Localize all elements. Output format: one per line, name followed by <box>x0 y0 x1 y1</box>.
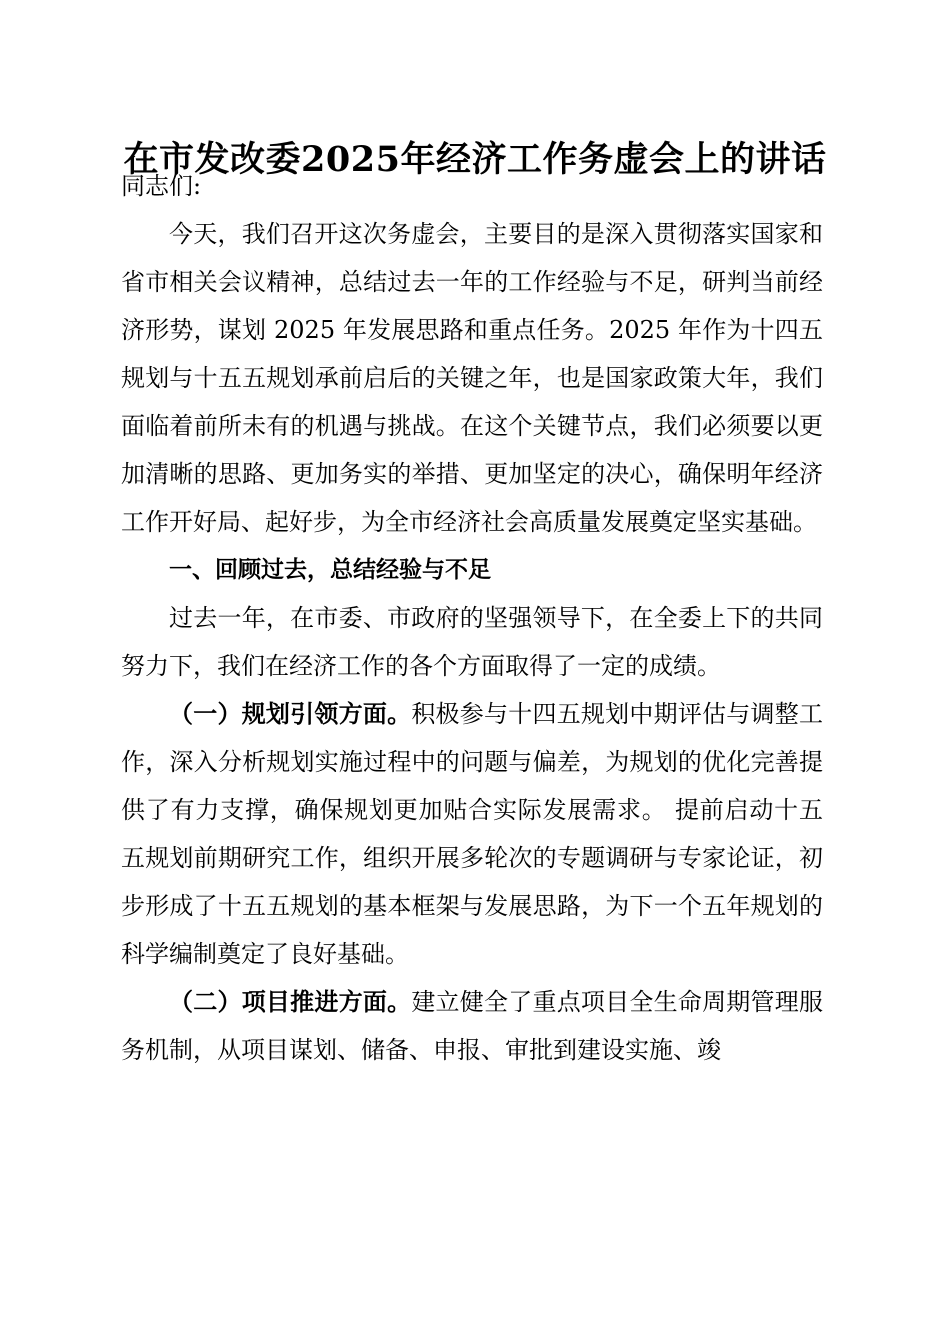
intro-paragraph: 今天，我们召开这次务虚会，主要目的是深入贯彻落实国家和省市相关会议精神，总结过去一年的工作经验与不足，研判当前经济形势，谋划 2025 年发展思路和重点任务。2025 年作为十四五规划与十五五规划承前启后的关键之年，也是国家政策大年，我们面临着前所未有的机遇与挑战。在这个关键节点，我们必须要以更加清晰的思路、更加务实的举措、更加坚定的决心，确保明年经济工作开好局、起好步，为全市经济社会高质量发展奠定坚实基础。 <box>121 220 823 536</box>
item-paragraph-planning <box>121 690 823 978</box>
item-text-projects: 建立健全了重点项目全生命周期管理服务机制，从项目谋划、储备、申报、审批到建设实施、竣 <box>121 988 824 1064</box>
section-heading: 一、回顾过去，总结经验与不足 <box>169 557 491 583</box>
document-title: 在市发改委2025年经济工作务虚会上的讲话 <box>123 139 827 180</box>
item-text-planning: 积极参与十四五规划中期评估与调整工作，深入分析规划实施过程中的问题与偏差，为规划的优化完善提供了有力支撑，确保规划更加贴合实际发展需求。 提前启动十五五规划前期研究工作，组织开展多轮次的专题调研与专家论证，初步形成了十五五规划的基本框架与发展思路，为下一个五年规划的科学编制奠定了良好基础。 <box>121 700 824 968</box>
section-intro-paragraph: 过去一年，在市委、市政府的坚强领导下，在全委上下的共同努力下，我们在经济工作的各个方面取得了一定的成绩。 <box>121 604 823 680</box>
item-lead-projects: （二）项目推进方面。 <box>169 987 412 1016</box>
document-body <box>121 162 823 1074</box>
item-lead-planning: （一）规划引领方面。 <box>169 699 412 728</box>
item-paragraph-projects <box>121 978 823 1074</box>
salutation: 同志们: <box>121 172 202 200</box>
